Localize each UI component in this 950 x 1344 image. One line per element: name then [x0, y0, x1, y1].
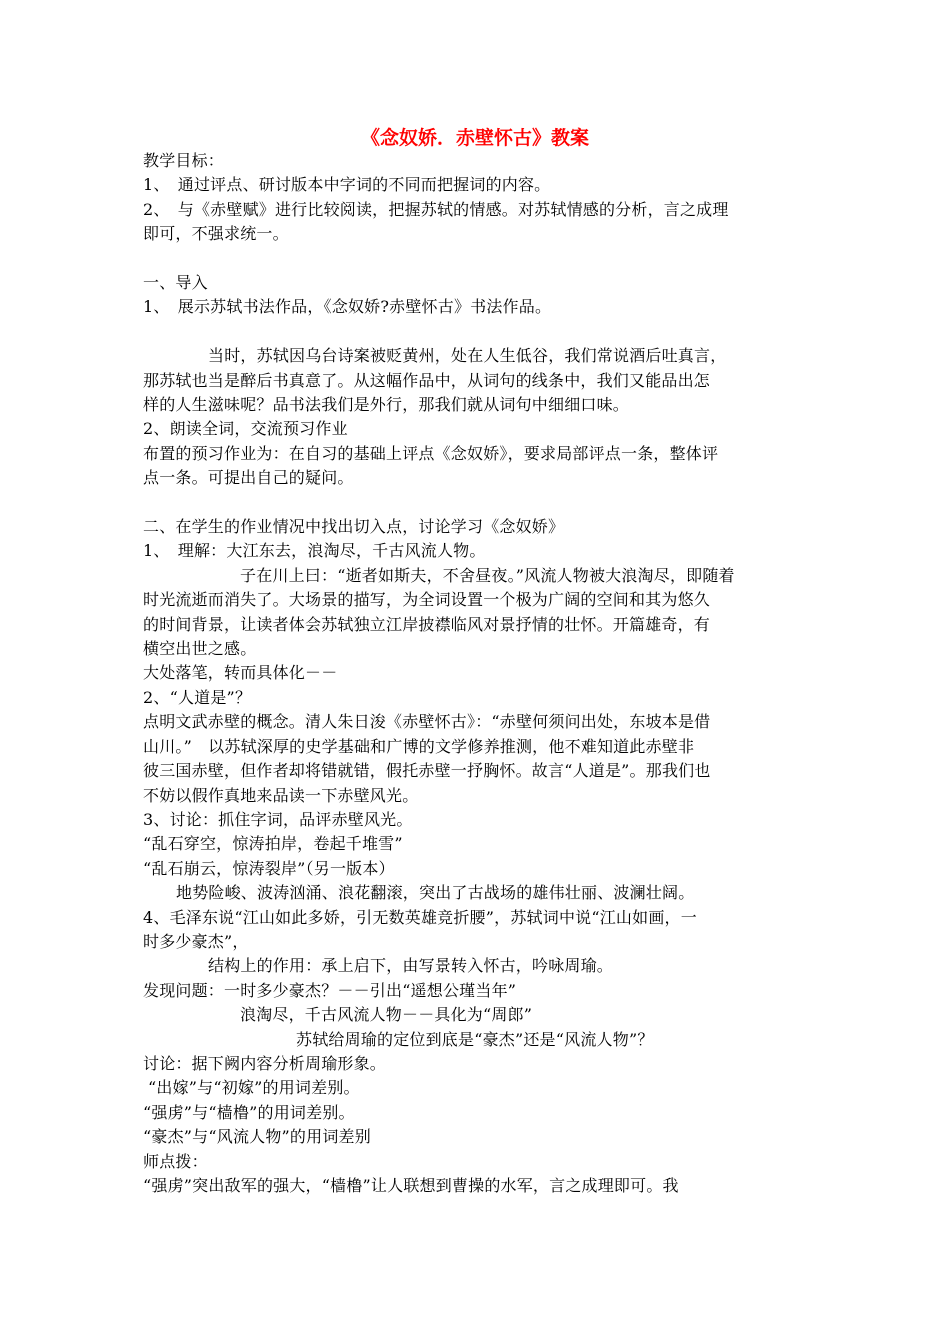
- blank-line: [143, 491, 813, 515]
- paragraph-line: 布置的预习作业为：在自习的基础上评点《念奴娇》，要求局部评点一条，整体评: [143, 443, 719, 463]
- section-heading: 一、导入: [143, 273, 208, 293]
- document-title: 《念奴娇．赤壁怀古》教案: [360, 127, 589, 149]
- paragraph-line: 师点拨：: [143, 1151, 208, 1171]
- paragraph-line: 点一条。可提出自己的疑问。: [143, 468, 354, 488]
- paragraph-line: 地势险峻、波涛汹涌、浪花翻滚，突出了古战场的雄伟壮丽、波澜壮阔。: [176, 883, 695, 903]
- paragraph-line: “强虏”与“樯橹”的用词差别。: [143, 1102, 355, 1122]
- paragraph-line: 的时间背景，让读者体会苏轼独立江岸披襟临风对景抒情的壮怀。开篇雄奇，有: [143, 614, 711, 634]
- paragraph-line: 山川。” 以苏轼深厚的史学基础和广博的文学修养推测，他不难知道此赤壁非: [143, 736, 695, 756]
- paragraph-line: 讨论：据下阙内容分析周瑜形象。: [143, 1053, 387, 1073]
- paragraph-line: 2、朗读全词，交流预习作业: [143, 419, 348, 439]
- paragraph-line: 4、毛泽东说“江山如此多娇，引无数英雄竞折腰”，苏轼词中说“江山如画，一: [143, 907, 697, 927]
- paragraph-line: 2、 与《赤壁赋》进行比较阅读，把握苏轼的情感。对苏轼情感的分析，言之成理: [143, 199, 729, 219]
- paragraph-line: 当时，苏轼因乌台诗案被贬黄州，处在人生低谷，我们常说酒后吐真言，: [208, 346, 727, 366]
- paragraph-line: 不妨以假作真地来品读一下赤壁风光。: [143, 785, 419, 805]
- paragraph-line: 浪淘尽，千古风流人物－－具化为“周郎”: [240, 1005, 533, 1025]
- paragraph-line: 样的人生滋味呢？品书法我们是外行，那我们就从词句中细细口味。: [143, 395, 630, 415]
- paragraph-line: “强虏”突出敌军的强大，“樯橹”让人联想到曹操的水军，言之成理即可。我: [143, 1176, 679, 1196]
- quote-line: “乱石崩云，惊涛裂岸”（另一版本）: [143, 858, 395, 878]
- blank-line: [143, 320, 813, 344]
- paragraph-line: 时光流逝而消失了。大场景的描写，为全词设置一个极为广阔的空间和其为悠久: [143, 590, 711, 610]
- paragraph-line: 发现问题：一时多少豪杰？－－引出“遥想公瑾当年”: [143, 980, 517, 1000]
- paragraph-line: 那苏轼也当是醉后书真意了。从这幅作品中，从词句的线条中，我们又能品出怎: [143, 370, 711, 390]
- paragraph-line: 彼三国赤壁，但作者却将错就错，假托赤壁一抒胸怀。故言“人道是”。那我们也: [143, 761, 711, 781]
- quote-line: “乱石穿空，惊涛拍岸，卷起千堆雪”: [143, 834, 403, 854]
- paragraph-line: 点明文武赤壁的概念。清人朱日浚《赤壁怀古》：“赤壁何须问出处，东坡本是借: [143, 712, 711, 732]
- paragraph-line: 横空出世之感。: [143, 639, 257, 659]
- paragraph-line: 3、讨论：抓住字词，品评赤壁风光。: [143, 809, 413, 829]
- section-heading: 二、在学生的作业情况中找出切入点，讨论学习《念奴娇》: [143, 517, 565, 537]
- paragraph-line: 1、 展示苏轼书法作品，《念奴娇?赤壁怀古》书法作品。: [143, 297, 552, 317]
- paragraph-line: 即可，不强求统一。: [143, 224, 289, 244]
- paragraph-line: 苏轼给周瑜的定位到底是“豪杰”还是“风流人物”？: [296, 1029, 654, 1049]
- paragraph-line: 2、“人道是”？: [143, 687, 252, 707]
- paragraph-line: 1、 理解：大江东去，浪淘尽，千古风流人物。: [143, 541, 486, 561]
- paragraph-line: 时多少豪杰”，: [143, 931, 249, 951]
- document-body: [143, 149, 813, 1198]
- paragraph-line: “豪杰”与“风流人物”的用词差别: [143, 1127, 371, 1147]
- paragraph-line: 大处落笔，转而具体化－－: [143, 663, 338, 683]
- blank-line: [143, 247, 813, 271]
- paragraph-line: 1、 通过评点、研讨版本中字词的不同而把握词的内容。: [143, 175, 551, 195]
- paragraph-line: 教学目标：: [143, 151, 225, 170]
- paragraph-line: 子在川上曰：“逝者如斯夫，不舍昼夜。”风流人物被大浪淘尽，即随着: [240, 565, 735, 585]
- paragraph-line: “出嫁”与“初嫁”的用词差别。: [148, 1078, 360, 1098]
- paragraph-line: 结构上的作用：承上启下，由写景转入怀古，吟咏周瑜。: [208, 956, 614, 976]
